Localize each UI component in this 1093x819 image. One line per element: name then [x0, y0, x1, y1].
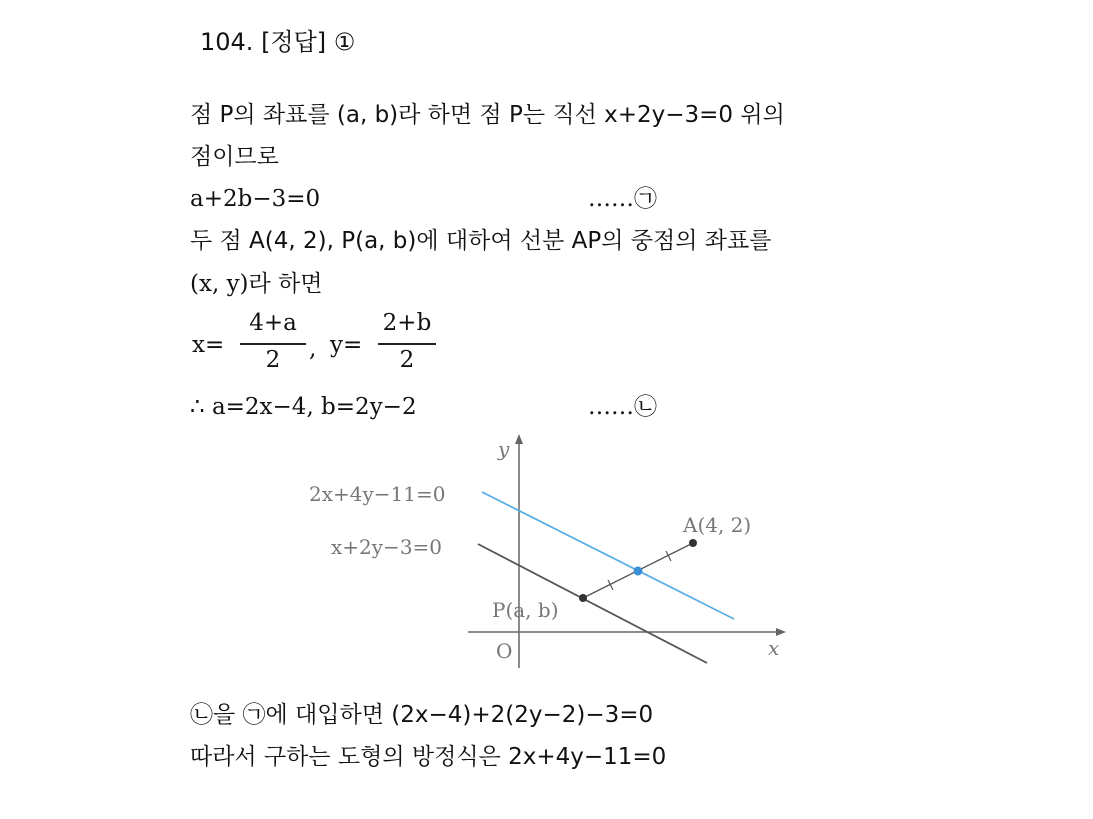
origin-label: O [496, 639, 513, 663]
eq-separator: , [309, 336, 317, 362]
eq-y-label: y= [330, 332, 363, 358]
line-blue-label: 2x+4y−11=0 [309, 482, 446, 506]
text-line-9: 따라서 구하는 도형의 방정식은 2x+4y−11=0 [190, 744, 667, 770]
fraction-x-denominator: 2 [265, 347, 281, 373]
text-line-1: 점 P의 좌표를 (a, b)라 하면 점 P는 직선 x+2y−3=0 위의 [190, 102, 785, 128]
equation-line-7: ∴ a=2x−4, b=2y−2 [190, 394, 417, 420]
y-axis-label: y [498, 437, 510, 461]
text-line-8: ㉡을 ㉠에 대입하면 (2x−4)+2(2y−2)−3=0 [190, 702, 654, 728]
marker-2: ……㉡ [588, 394, 657, 420]
marker-1: ……㉠ [588, 186, 657, 212]
line-black-label: x+2y−3=0 [331, 535, 443, 559]
fraction-y-denominator: 2 [399, 347, 415, 373]
x-axis-label: x [768, 636, 780, 660]
point-a-label: A(4, 2) [683, 513, 752, 537]
fraction-y-numerator: 2+b [382, 310, 432, 336]
text-line-5: (x, y)라 하면 [190, 271, 323, 297]
eq-x-label: x= [192, 332, 225, 358]
equation-line-3: a+2b−3=0 [190, 186, 321, 212]
y-axis-arrow-icon [515, 434, 523, 444]
fraction-x-numerator: 4+a [249, 310, 297, 336]
x-axis-arrow-icon [776, 628, 786, 636]
text-line-4: 두 점 A(4, 2), P(a, b)에 대하여 선분 AP의 중점의 좌표를 [190, 228, 772, 254]
answer-header: 104. [정답] ① [200, 28, 356, 56]
point-p [579, 594, 587, 602]
midpoint [634, 567, 643, 576]
point-a [689, 539, 697, 547]
point-p-label: P(a, b) [492, 598, 559, 622]
text-line-2: 점이므로 [190, 144, 279, 170]
